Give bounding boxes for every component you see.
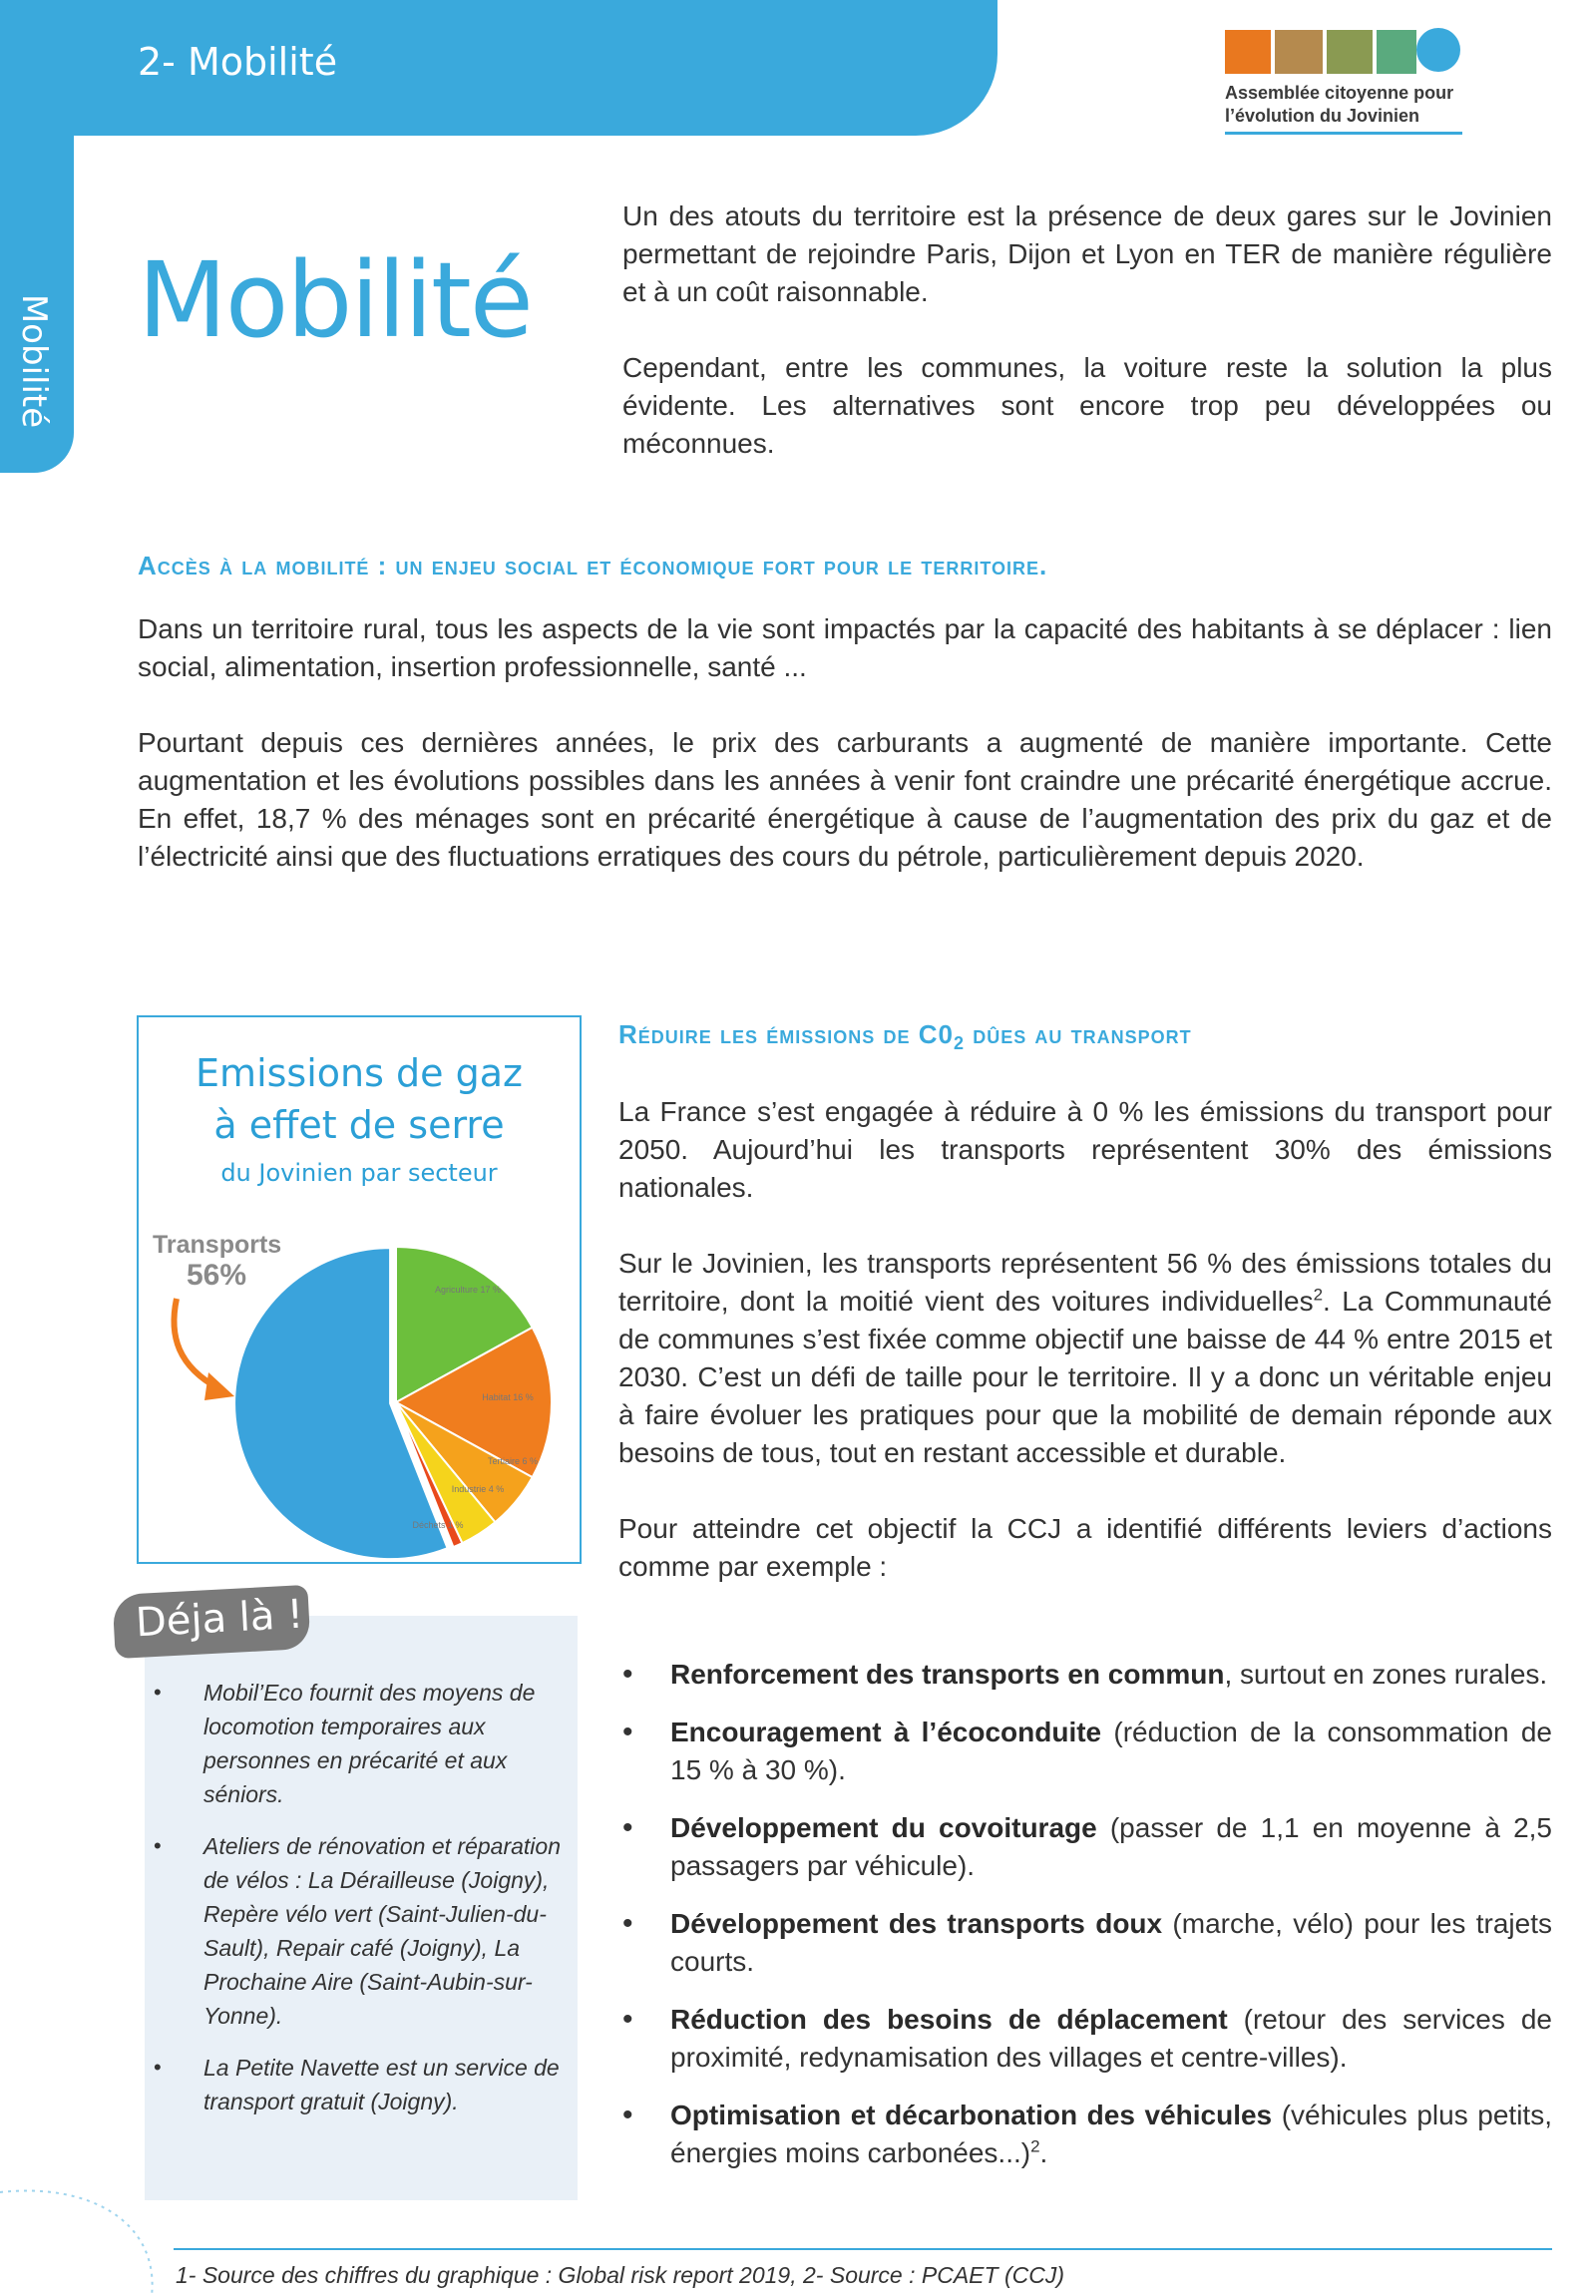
- list-item: [618, 1656, 1552, 1694]
- section-2-paragraph-2-rest: . La Communauté de communes s’est fixée comme objectif une baisse de 44 % entre 2015 et 2030. C’est un défi de taille pour le territoire. Il y a donc un véritable enjeu à faire évoluer les pratiques pour que la mobilité de demain réponde aux besoins de tous, tout en restant accessible et durable.: [618, 1286, 1552, 1468]
- pie-label-déchets: Déchets 1 %: [412, 1520, 464, 1530]
- list-item: • Ateliers de rénovation et réparation de vélos : La Dérailleuse (Joigny), Repère vélo vert (Saint-Julien-du-Sault), Repair café (Joigny), La Prochaine Aire (Saint-Aubin-sur-Yonne).: [150, 1829, 569, 2033]
- footnote-ref: 2: [1030, 2136, 1040, 2156]
- list-item: [618, 2097, 1552, 2172]
- section-2-title-subscript: 2: [953, 1033, 965, 1054]
- lever-title: Optimisation et décarbonation des véhicules: [670, 2100, 1273, 2130]
- lever-detail: , surtout en zones rurales.: [1224, 1659, 1548, 1690]
- logo-blocks-icon: [1225, 26, 1464, 78]
- lever-tail: .: [1039, 2137, 1048, 2168]
- arrow-icon: [174, 1299, 218, 1388]
- list-item: [618, 1905, 1552, 1981]
- section-1-paragraph-1: Dans un territoire rural, tous les aspects de la vie sont impactés par la capacité des habitants à se déplacer : lien social, alimentation, insertion professionnelle, santé ...: [138, 613, 1552, 682]
- lever-title: Réduction des besoins de déplacement: [670, 2004, 1228, 2035]
- chart-title-line-3: du Jovinien par secteur: [220, 1159, 498, 1187]
- footer-decoration-icon: [0, 2182, 170, 2296]
- section-2-paragraph-3: Pour atteindre cet objectif la CCJ a identifié différents leviers d’actions comme par exemple :: [618, 1513, 1552, 1582]
- lever-detail: (réduction de la consommation de 15 % à 30 %).: [670, 1717, 1552, 1785]
- section-2-title-main: Réduire les émissions de C0: [618, 1019, 954, 1049]
- section-2-title-tail: dûes au transport: [964, 1019, 1192, 1049]
- intro-paragraph-1: Un des atouts du territoire est la présence de deux gares sur le Jovinien permettant de rejoindre Paris, Dijon et Lyon en TER de manière régulière et à un coût raisonnable.: [622, 200, 1552, 307]
- chart-title-line-1: Emissions de gaz: [196, 1051, 523, 1095]
- footnote-ref: 2: [1313, 1285, 1324, 1305]
- side-tab-label: Mobilité: [14, 293, 54, 429]
- list-item: [618, 2001, 1552, 2077]
- arrow-head-icon: [204, 1372, 234, 1400]
- emissions-chart: [137, 1015, 582, 1564]
- footer-note: 1- Source des chiffres du graphique : Global risk report 2019, 2- Source : PCAET (CCJ): [176, 2262, 1065, 2288]
- logo-text-line2: l’évolution du Jovinien: [1225, 106, 1420, 126]
- section-2-paragraph-2-text: Sur le Jovinien, les transports représentent 56 % des émissions totales du territoire, dont la moitié vient des voitures individuelles: [618, 1248, 1552, 1317]
- lever-detail: (véhicules plus petits, énergies moins carbonées...): [670, 2100, 1552, 2168]
- section-2-paragraph-1: La France s’est engagée à réduire à 0 % les émissions du transport pour 2050. Aujourd’hui les transports représentent 30% des émissions nationales.: [618, 1096, 1552, 1203]
- lever-detail: (passer de 1,1 en moyenne à 2,5 passagers par véhicule).: [670, 1812, 1552, 1881]
- section-1-paragraph-2: Pourtant depuis ces dernières années, le prix des carburants a augmenté de manière importante. Cette augmentation et les évolutions possibles dans les années à venir font craindre une précarité énergétique accrue. En effet, 18,7 % des ménages sont en précarité énergétique à cause de l’augmentation des prix du gaz et de l’électricité ainsi que des fluctuations erratiques des cours du pétrole, particulièrement depuis 2020.: [138, 727, 1552, 872]
- intro-paragraph-2: Cependant, entre les communes, la voiture reste la solution la plus évidente. Les alternatives sont encore trop peu développées ou méconnues.: [622, 352, 1552, 459]
- section-2-paragraph-2: [618, 1245, 1552, 1472]
- list-item: • Mobil’Eco fournit des moyens de locomotion temporaires aux personnes en précarité et aux séniors.: [150, 1676, 569, 1811]
- lever-title: Renforcement des transports en commun: [670, 1659, 1225, 1690]
- section-1-title: Accès à la mobilité : un enjeu social et économique fort pour le territoire.: [138, 551, 1048, 580]
- list-item: [618, 1714, 1552, 1789]
- chart-title-line-2: à effet de serre: [213, 1103, 505, 1147]
- list-item: [618, 1809, 1552, 1885]
- highlight-value: 56%: [187, 1259, 247, 1292]
- pie-slices: [234, 1247, 552, 1559]
- intro: [622, 197, 1552, 501]
- logo-underline: [1225, 132, 1462, 135]
- logo: [1221, 22, 1466, 142]
- list-item: • La Petite Navette est un service de transport gratuit (Joigny).: [150, 2051, 569, 2118]
- pie-chart: [139, 1017, 580, 1562]
- lever-detail: (retour des services de proximité, redynamisation des villages et centre-villes).: [670, 2004, 1552, 2073]
- highlight-label: Transports: [153, 1231, 282, 1259]
- logo-text-line1: Assemblée citoyenne pour: [1225, 83, 1454, 103]
- pie-label-tertiaire: Tertiaire 6 %: [487, 1456, 539, 1466]
- pie-label-habitat: Habitat 16 %: [482, 1392, 534, 1402]
- pie-label-industrie: Industrie 4 %: [451, 1484, 505, 1494]
- pie-label-agriculture: Agriculture 17 %: [434, 1285, 502, 1295]
- section-1-body: [138, 610, 1552, 914]
- lever-detail: (marche, vélo) pour les trajets courts.: [670, 1908, 1552, 1977]
- page-title: Mobilité: [138, 239, 532, 361]
- lever-title: Développement des transports doux: [670, 1908, 1163, 1939]
- lever-title: Développement du covoiturage: [670, 1812, 1097, 1843]
- section-2-title: [618, 1019, 1192, 1054]
- lever-title: Encouragement à l’écoconduite: [670, 1717, 1102, 1747]
- section-2-body: [618, 1093, 1552, 1624]
- levers-list: [618, 1656, 1552, 2192]
- deja-la-badge-text: Déja là !: [134, 1591, 305, 1647]
- section-label: 2- Mobilité: [138, 40, 338, 84]
- footer-divider: [174, 2248, 1552, 2250]
- logo-text: [1225, 82, 1453, 128]
- deja-la-list: [150, 1676, 569, 2136]
